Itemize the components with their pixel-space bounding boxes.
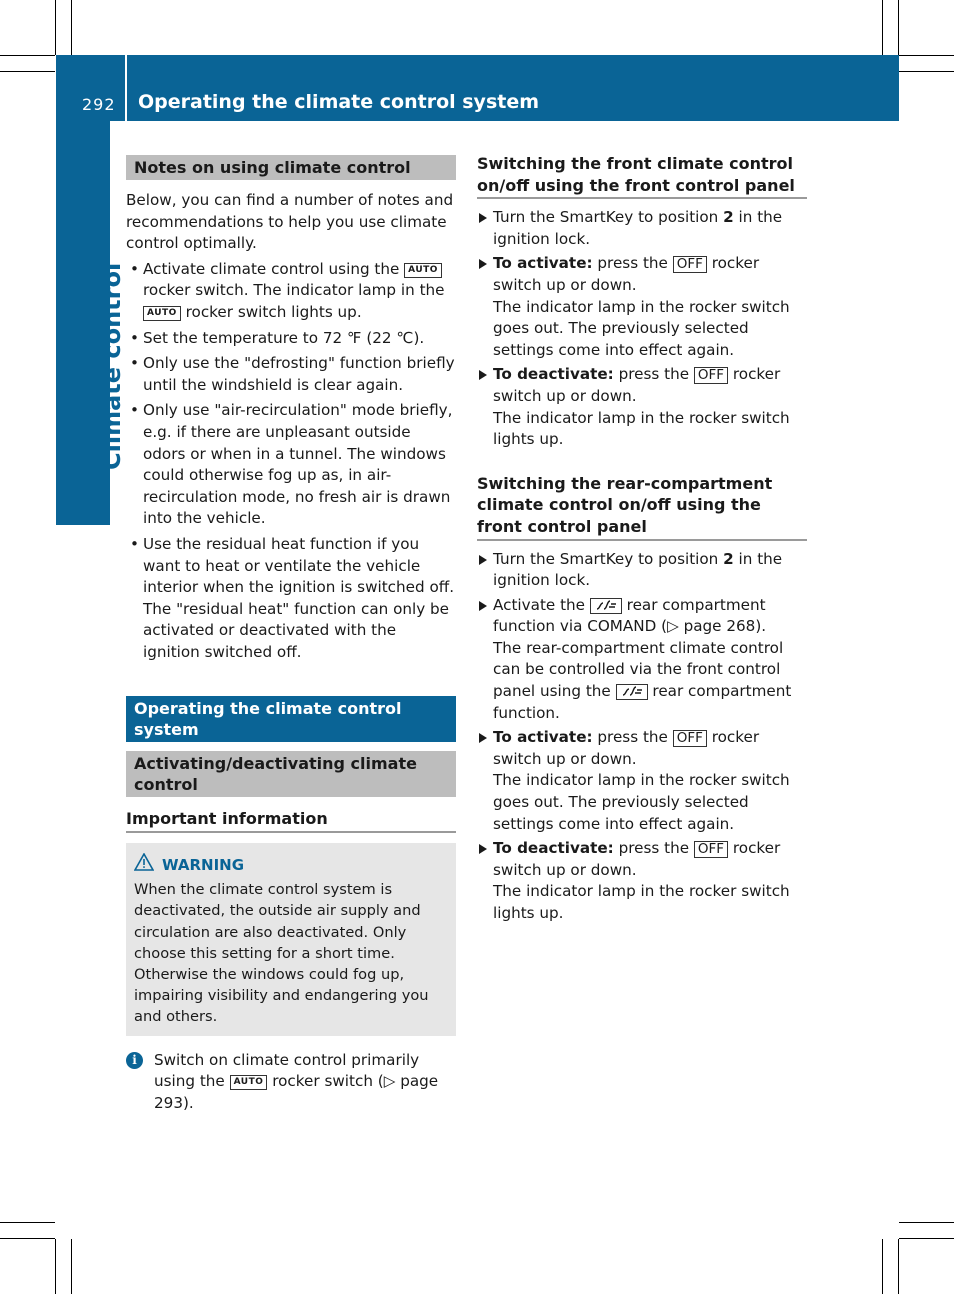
off-key-icon: OFF — [673, 730, 707, 747]
step-text: rocker switch up or down. — [493, 728, 760, 768]
step-text: press the — [597, 728, 668, 747]
page-number: 292 — [82, 95, 116, 114]
step-text: Activate the — [493, 595, 585, 614]
arrow-icon — [479, 733, 487, 743]
notes-heading: Notes on using climate control — [126, 155, 456, 180]
step-result: The indicator lamp in the rocker switch lights up. — [493, 408, 790, 449]
crop-mark — [899, 1222, 954, 1223]
warning-title — [134, 853, 448, 877]
step-text: Turn the SmartKey to position — [493, 208, 719, 227]
bullet-text: rocker switch. The indicator lamp in the — [143, 281, 445, 300]
auto-key-icon: AUTO — [404, 263, 442, 278]
info-icon: i — [126, 1052, 143, 1069]
warning-label: WARNING — [162, 855, 245, 874]
step-text: The rear-compartment climate control can be controlled via the front control panel using the — [493, 638, 784, 701]
arrow-icon — [479, 213, 487, 223]
arrow-icon — [479, 601, 487, 611]
notes-list — [126, 259, 456, 664]
front-steps — [477, 207, 807, 451]
step-text: press the — [618, 839, 690, 858]
arrow-icon — [479, 555, 487, 565]
list-item: • Use the residual heat function if you want to heat or ventilate the vehicle interior when the ignition is switched off. The "residual heat" function can only be activated or deactivated with the ignition switched off. — [126, 534, 456, 664]
crop-mark — [899, 71, 954, 72]
info-text — [142, 1050, 456, 1115]
warning-text: When the climate control system is deactivated, the outside air supply and circulation are also deactivated. Only choose this setting for a short time. Otherwise the windows could fog up, impairing visibility and endangering you and others. — [134, 881, 429, 1026]
warning-triangle-icon — [134, 853, 154, 877]
auto-key-icon: AUTO — [143, 306, 181, 321]
step-text: Turn the SmartKey to position — [493, 549, 719, 568]
page-title: Operating the climate control system — [138, 91, 540, 113]
step-text: press the — [618, 365, 690, 384]
position-number: 2 — [723, 549, 734, 568]
step-result: The indicator lamp in the rocker switch lights up. — [493, 882, 790, 922]
list-item: • Only use "air-recirculation" mode briefly, e.g. if there are unpleasant outside odors or when in a tunnel. The windows could otherwise fog up as, in air-recirculation mode, no fresh air is drawn into the vehicle. — [126, 400, 456, 530]
chapter-label: Climate control — [98, 262, 126, 470]
step-label: To activate: — [493, 254, 593, 273]
auto-key-icon: AUTO — [230, 1075, 268, 1090]
warning-box — [126, 843, 456, 1036]
step-text: in the ignition lock. — [493, 208, 783, 248]
step-result: The indicator lamp in the rocker switch goes out. The previously selected settings come into effect again. — [493, 297, 790, 359]
off-key-icon: OFF — [694, 841, 728, 858]
step-result: The indicator lamp in the rocker switch goes out. The previously selected settings come into effect again. — [493, 771, 790, 833]
list-item — [477, 838, 807, 924]
off-key-icon: OFF — [673, 256, 707, 273]
rear-heading: Switching the rear-compartment climate control on/off using the front control panel — [477, 473, 807, 541]
crop-mark — [55, 0, 56, 55]
front-heading: Switching the front climate control on/off using the front control panel — [477, 153, 807, 199]
step-text: rear compartment function via COMAND (▷ page 268). — [493, 595, 767, 636]
crop-mark — [71, 1239, 72, 1294]
list-item — [477, 595, 807, 725]
left-column — [126, 155, 456, 1114]
list-item: • Only use the "defrosting" function briefly until the windshield is clear again. — [126, 353, 456, 396]
crop-mark — [0, 1238, 55, 1239]
notes-intro: Below, you can find a number of notes and recommendations to help you use climate control optimally. — [126, 191, 454, 253]
step-text: rocker switch up or down. — [493, 365, 781, 405]
important-heading: Important information — [126, 808, 456, 833]
position-number: 2 — [723, 208, 734, 227]
step-result — [493, 638, 807, 724]
info-note — [126, 1050, 456, 1115]
list-item — [126, 259, 456, 324]
step-text: press the — [597, 254, 668, 273]
crop-mark — [0, 55, 55, 56]
step-label: To deactivate: — [493, 839, 614, 858]
list-item — [477, 364, 807, 450]
right-column — [477, 153, 807, 928]
info-text-part: rocker switch (▷ page 293). — [154, 1072, 439, 1112]
step-text: rocker switch up or down. — [493, 254, 760, 294]
section-heading: Operating the climate control system — [126, 696, 456, 742]
crop-mark — [0, 1222, 55, 1223]
info-text-part: Switch on climate control primarily using the — [154, 1050, 420, 1091]
crop-mark — [899, 1238, 954, 1239]
header-divider — [125, 55, 127, 121]
bullet-text: rocker switch lights up. — [185, 302, 362, 321]
list-item — [477, 727, 807, 835]
crop-mark — [71, 0, 72, 55]
step-label: To activate: — [493, 728, 593, 747]
crop-mark — [898, 1239, 899, 1294]
sub-heading: Activating/deactivating climate control — [126, 751, 456, 797]
off-key-icon: OFF — [694, 367, 728, 384]
step-text: in the ignition lock. — [493, 549, 783, 590]
crop-mark — [55, 1239, 56, 1294]
crop-mark — [899, 55, 954, 56]
step-label: To deactivate: — [493, 365, 614, 384]
rear-compartment-climate-icon — [616, 684, 648, 700]
crop-mark — [882, 1239, 883, 1294]
bullet-text: Activate climate control using the — [143, 259, 400, 278]
crop-mark — [882, 0, 883, 55]
step-text: rocker switch up or down. — [493, 839, 781, 879]
rear-steps — [477, 549, 807, 925]
list-item — [477, 207, 807, 250]
list-item: • Set the temperature to 72 ℉ (22 ℃). — [126, 328, 456, 350]
arrow-icon — [479, 844, 487, 854]
crop-mark — [0, 71, 55, 72]
list-item — [477, 549, 807, 592]
rear-compartment-climate-icon — [590, 598, 622, 614]
list-item — [477, 253, 807, 361]
step-text: rear compartment function. — [493, 682, 792, 722]
arrow-icon — [479, 259, 487, 269]
arrow-icon — [479, 370, 487, 380]
crop-mark — [898, 0, 899, 55]
